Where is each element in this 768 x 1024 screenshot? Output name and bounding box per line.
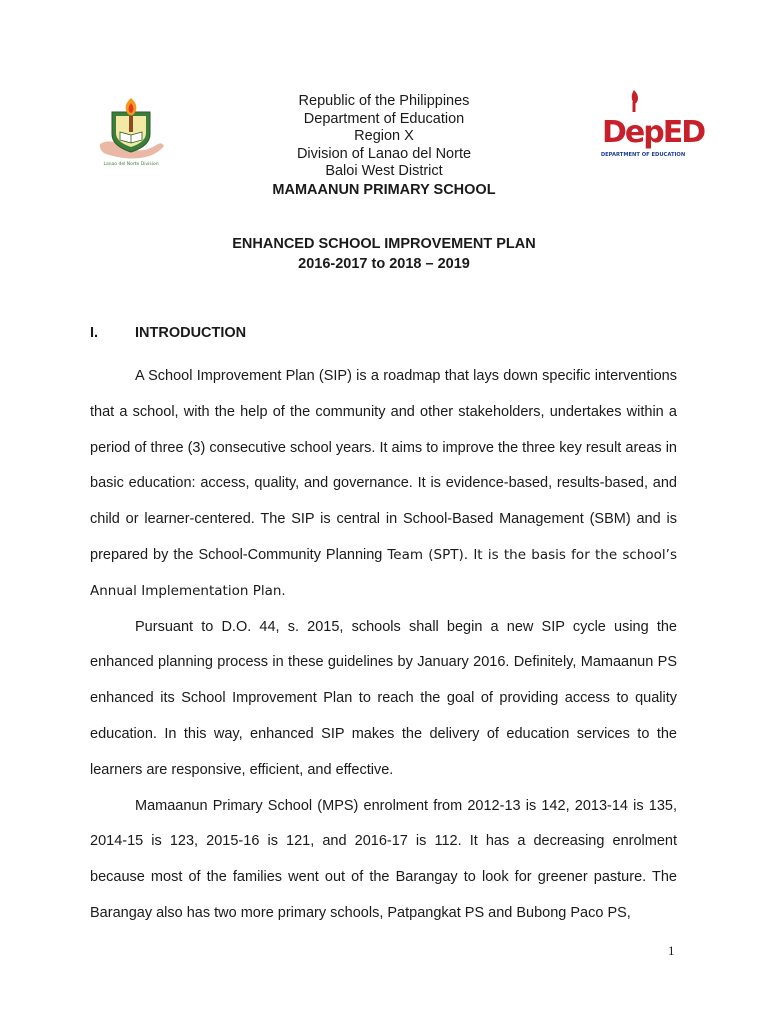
header-line-republic: Republic of the Philippines — [298, 93, 470, 109]
section-title: INTRODUCTION — [135, 325, 247, 341]
header-line-division: Division of Lanao del Norte — [296, 145, 472, 162]
plan-title — [184, 235, 584, 274]
paragraph: Mamaanun Primary School (MPS) enrolment from 2012-13 is 142, 2013-14 is 135, 2014-15 is 123, 2015-16 is 121, and 2016-17 is 112. It has a decreasing enrolment because most of the families went out of the Barangay to look for greener pasture. The Barangay also has two more primary schools, Patpangkat PS and Bubong Paco PS, — [90, 797, 677, 921]
paragraph: Pursuant to D.O. 44, s. 2015, schools shall begin a new SIP cycle using the enhanced planning process in these guidelines by January 2016. Definitely, Mamaanun PS enhanced its School Improvement Plan to reach the goal of providing access to quality education. In this way, enhanced SIP makes the delivery of education services to the learners are responsive, efficient, and effective. — [90, 618, 677, 778]
paragraph-text-alt-font: Team (SPT). It is the basis for the school’s Annual Implementation Plan. — [90, 546, 677, 599]
svg-text:Lanao del Norte Division: Lanao del Norte Division — [103, 162, 159, 167]
paragraph-text: A School Improvement Plan (SIP) is a roadmap that lays down specific interventions that a school, with the help of the community and other stakeholders, undertakes within a period of three (3) consecutive school years. It aims to improve the three key result areas in basic education: access, quality, and governance. It is evidence-based, results-based, and child or learner-centered. The SIP is central in School-Based Management (SBM) and is prepared by the School-Community Planning — [90, 368, 677, 563]
header-line-region: Region X — [354, 128, 414, 145]
header-line-district: Baloi West District — [325, 163, 443, 180]
division-logo — [96, 94, 166, 168]
svg-text:DepED: DepED — [602, 115, 705, 150]
section-heading — [90, 325, 246, 341]
plan-period-line: 2016-2017 to 2018 – 2019 — [298, 255, 470, 272]
page-number: 1 — [668, 943, 675, 958]
plan-title-line: ENHANCED SCHOOL IMPROVEMENT PLAN — [232, 236, 536, 252]
deped-logo — [600, 88, 705, 162]
body-text — [90, 359, 677, 932]
document-header — [184, 93, 584, 200]
header-line-department: Department of Education — [303, 110, 465, 127]
paragraph — [90, 359, 677, 610]
school-name: MAMAANUN PRIMARY SCHOOL — [272, 181, 496, 198]
section-number: I. — [90, 325, 99, 341]
svg-text:DEPARTMENT OF EDUCATION: DEPARTMENT OF EDUCATION — [600, 152, 686, 158]
